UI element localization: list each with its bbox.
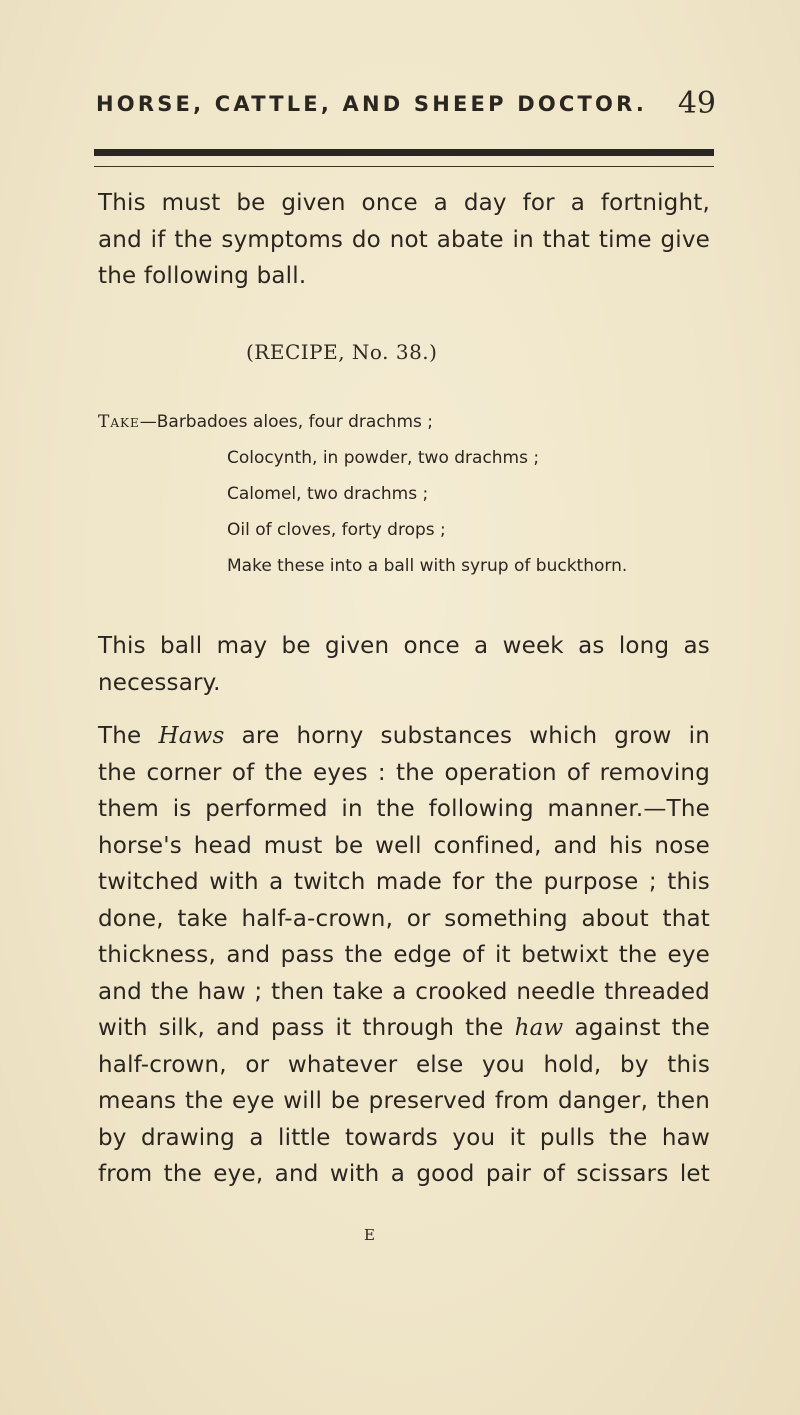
recipe-item: Colocynth, in powder, two drachms ; bbox=[227, 448, 540, 468]
text-line: done, take half-a-crown, or something about that bbox=[98, 905, 710, 932]
text-line: from the eye, and with a good pair of scissars let bbox=[98, 1161, 710, 1187]
text-line: thickness, and pass the edge of it betwixt the eye bbox=[98, 942, 710, 968]
text-line: the corner of the eyes : the operation of removing bbox=[98, 759, 710, 786]
text-line: means the eye will be preserved from danger, then bbox=[98, 1088, 710, 1114]
text-line: by drawing a little towards you it pulls the haw bbox=[98, 1124, 710, 1151]
paragraph-3 bbox=[98, 718, 710, 1193]
text-line: This must be given once a day for a fortnight, bbox=[98, 190, 710, 216]
text-line: necessary. bbox=[98, 669, 221, 696]
italic-term-haws: Haws bbox=[158, 723, 225, 749]
text-fragment: The bbox=[98, 723, 159, 749]
text-line: half-crown, or whatever else you hold, by this bbox=[98, 1051, 710, 1078]
paragraph-1 bbox=[98, 185, 710, 295]
italic-term-haw: haw bbox=[514, 1015, 564, 1041]
text-line: the following ball. bbox=[98, 263, 307, 289]
recipe-item: Oil of cloves, forty drops ; bbox=[227, 520, 446, 540]
text-fragment: with silk, and pass it through the bbox=[98, 1015, 515, 1041]
recipe-item: Calomel, two drachms ; bbox=[227, 484, 429, 504]
recipe-list bbox=[98, 404, 658, 584]
header-title: HORSE, CATTLE, AND SHEEP DOCTOR. bbox=[96, 92, 648, 116]
signature-mark: E bbox=[364, 1226, 375, 1244]
text-line: them is performed in the following manner.—The bbox=[98, 796, 710, 822]
text-fragment: are horny substances which grow in bbox=[224, 723, 711, 749]
recipe-item-text: —Barbadoes aloes, four drachms ; bbox=[139, 412, 434, 432]
text-line bbox=[98, 718, 710, 755]
text-line: and the haw ; then take a crooked needle threaded bbox=[98, 978, 710, 1005]
text-line: and if the symptoms do not abate in that time give bbox=[98, 226, 710, 253]
page-number: 49 bbox=[677, 86, 716, 121]
text-line: twitched with a twitch made for the purpose ; this bbox=[98, 869, 710, 895]
header-rule-thin bbox=[94, 166, 714, 167]
running-header bbox=[96, 86, 716, 126]
paragraph-2 bbox=[98, 628, 710, 701]
recipe-take-label: Take bbox=[98, 412, 140, 432]
recipe-item bbox=[98, 404, 658, 440]
text-line bbox=[98, 1010, 710, 1047]
recipe-item: Make these into a ball with syrup of buckthorn. bbox=[227, 556, 628, 576]
recipe-title: (RECIPE, No. 38.) bbox=[246, 340, 438, 364]
text-fragment: against the bbox=[563, 1015, 711, 1041]
text-line: horse's head must be well confined, and his nose bbox=[98, 832, 710, 859]
header-rule-thick bbox=[94, 149, 714, 156]
text-line: This ball may be given once a week as long as bbox=[98, 633, 710, 659]
